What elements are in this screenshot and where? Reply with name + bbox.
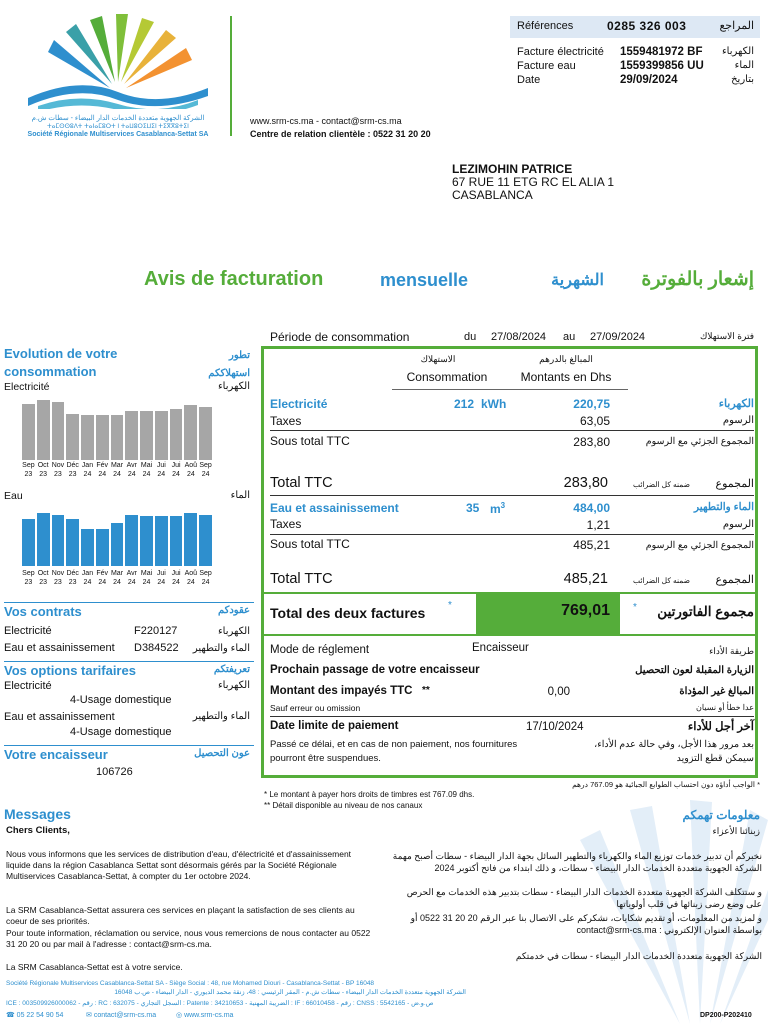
contract-elec-value: F220127 (134, 625, 178, 637)
contract-eau-value: D384522 (134, 642, 179, 654)
messages-greeting-arabic: زبنائنا الأعزاء (712, 826, 760, 836)
elec-chart-label: Electricité (4, 381, 50, 393)
evolution-ar-line1: تطور (229, 350, 250, 361)
evolution-ar-line2: استهلاككم (208, 368, 250, 379)
eau-bar (140, 516, 153, 566)
evolution-title-line1: Evolution de votre (4, 346, 118, 361)
mont-arabic: المبالغ بالدرهم (539, 354, 593, 364)
elec-bar (22, 404, 35, 460)
elec-label: Electricité (270, 397, 328, 411)
footer-line2: الشركة الجهوية متعددة الخدمات الدار البيضاء - سطات ش.م - المقر الرئيسي : 48، زنقة محمد الديوري - الدار البيضاء - ص.ب 16048 (114, 989, 466, 996)
elec-unit: kWh (481, 397, 507, 411)
option-eau-arabic: الماء والتطهير (192, 711, 250, 722)
elec-month-label: Déc 23 (66, 462, 79, 478)
option-eau-label: Eau et assainissement (4, 711, 115, 723)
periode-from: 27/08/2024 (491, 331, 547, 343)
elec-month-label: Jui 24 (171, 462, 181, 478)
relation-center: Centre de relation clientèle : 0522 31 20 20 (250, 129, 431, 139)
elec-month-label: Aoû 24 (184, 462, 198, 478)
eau-chart-arabic: الماء (230, 490, 250, 501)
limite-value: 17/10/2024 (526, 721, 584, 733)
footer-phone (6, 1011, 63, 1019)
facture-eau-arabic: الماء (734, 60, 754, 71)
client-address: 67 RUE 11 ETG RC EL ALIA 1 (452, 175, 615, 189)
eau-qty: 35 (466, 501, 480, 515)
contracts-title: Vos contrats (4, 604, 82, 619)
eau-bar (52, 515, 65, 566)
company-logo (12, 14, 224, 144)
elec-bar (170, 409, 183, 460)
facture-elec-label: Facture électricité (517, 46, 604, 58)
eau-month-label: Sep 23 (22, 570, 35, 586)
eau-month-label: Oct 23 (37, 570, 49, 586)
eau-month-label: Aoû 24 (184, 570, 198, 586)
elec-month-label: Fév 24 (96, 462, 109, 478)
grand-total-value: 769,01 (561, 602, 610, 619)
elec-bar (66, 414, 79, 460)
footer-line3: ICE : 003509926000062 - رقم : RC : 632075 - السجل التجاري : Patente : 34210653 - الضريبة المهنية : IF : 66010458 - رقم : CNSS : 5542165 - ص.و.ض (6, 1000, 434, 1007)
elec-total-line (270, 495, 754, 496)
eau-bar (155, 516, 168, 566)
impayes-arabic: المبالغ غير المؤداة (679, 686, 754, 697)
refs-values (620, 45, 704, 87)
date-label: Date (517, 74, 541, 86)
contracts-title-arabic: عقودكم (217, 605, 250, 616)
elec-bar (96, 415, 109, 460)
eau-unit-sup: 3 (500, 501, 506, 510)
evolution-title-line2: consommation (4, 364, 97, 379)
grand-total-label: Total des deux factures (270, 605, 426, 621)
facture-eau-label: Facture eau (517, 60, 576, 72)
elec-month-label: Mai 24 (140, 462, 153, 478)
contracts-values (134, 623, 179, 657)
note-timbre-arabic: * الواجب أداؤه دون احتساب الطوابع الجبائية هو 767.09 درهم (572, 780, 760, 789)
eau-sub-value: 485,21 (573, 538, 610, 552)
elec-month-label: Jan 24 (81, 462, 94, 478)
prochain-label: Prochain passage de votre encaisseur (270, 664, 480, 676)
evolution-title (4, 345, 117, 381)
eau-bar (22, 519, 35, 566)
elec-bar (184, 405, 197, 460)
contract-eau-label: Eau et assainissement (4, 642, 115, 654)
eau-month-label: Jui 24 (156, 570, 166, 586)
mode-value: Encaisseur (472, 642, 529, 654)
client-name: LEZIMOHIN PATRICE (452, 162, 573, 176)
company-name-tifinagh: ⵜⴰⵎⵙⵙⵓⴷⵜ ⵜⴰⵏⴰⵎⵓⵔⵜ ⵏ ⵜⴰⵡⵓⵔⵉⵡⵉⵏ ⵜⵉⴳⴳⵓⵜⵉⵏ (47, 124, 189, 130)
eau-bar (199, 515, 212, 566)
messages-greeting: Chers Clients, (6, 825, 70, 836)
elec-taxes-value: 63,05 (579, 414, 610, 428)
contracts-arabic (180, 623, 250, 657)
elec-month-label: Jui 24 (156, 462, 166, 478)
title-mensuelle: mensuelle (380, 270, 469, 290)
eau-total-value: 485,21 (563, 571, 608, 587)
title-avis: Avis de facturation (144, 268, 324, 290)
grand-total-arabic-star: * (633, 602, 637, 613)
eau-bar (66, 519, 79, 566)
eau-bar (111, 523, 124, 566)
footer-line1: Société Régionale Multiservices Casablanca-Settat SA - Siège Social : 48, rue Mohamed Diouri - Casablanca-Settat - BP 16048 (6, 980, 375, 987)
periode-label: Période de consommation (270, 330, 410, 344)
eau-taxes-value: 1,21 (586, 518, 610, 532)
company-name-french: Société Régionale Multiservices Casablanca-Settat SA (27, 131, 209, 138)
references-value: 0285 326 003 (607, 19, 687, 33)
periode-arabic: فترة الاستهلاك (699, 331, 754, 341)
eau-month-label: Mai 24 (140, 570, 153, 586)
footer-web-text[interactable]: www.srm-cs.ma (184, 1012, 234, 1019)
encaisseur-title-arabic: عون التحصيل (194, 748, 250, 759)
elec-taxes-label: Taxes (270, 414, 302, 428)
cons-header: Consommation (406, 370, 488, 384)
message-ar3: و لمزيد من المعلومات، أو تقديم شكايات، نشكركم على الاتصال بنا عبر الرقم 20 20 31 0522 أو بواسطة العنوان الإلكتروني : contact@srm-cs.ma (410, 913, 762, 935)
elec-total-arabic: المجموع (715, 478, 754, 490)
impayes-label: Montant des impayés TTC (270, 685, 413, 697)
elec-month-label: Oct 23 (37, 462, 49, 478)
options-top-line (4, 661, 254, 662)
elec-taxes-arabic: الرسوم (722, 415, 754, 426)
eau-chart-label: Eau (4, 490, 23, 502)
eau-month-label: Déc 23 (66, 570, 79, 586)
eau-month-label: Nov 23 (51, 570, 65, 586)
contracts-labels (4, 623, 115, 657)
title-monthly-arabic: الشهرية (551, 272, 604, 289)
elec-sub-value: 283,80 (573, 435, 610, 449)
eau-amount: 484,00 (573, 501, 610, 515)
limite-arabic: آخر أجل للأداء (687, 721, 754, 733)
logo-sunburst-icon (12, 14, 224, 109)
billing-table (261, 346, 758, 778)
date-value: 29/09/2024 (620, 74, 678, 86)
sauf-label: Sauf erreur ou omission (270, 703, 361, 713)
eau-month-label: Jan 24 (81, 570, 94, 586)
eau-sub-line (270, 534, 754, 535)
elec-month-label: Sep 24 (199, 462, 212, 478)
message-p1: Nous vous informons que les services de distribution d'eau, d'électricité et d'assainissement liquide dans la région Casablanca Settat sont désormais gérés par la Société Régionale Multiservices Casablanca-Settat, à compter du 1er octobre 2024. (6, 849, 352, 881)
elec-total-value: 283,80 (563, 475, 608, 491)
elec-bar (199, 407, 212, 460)
limite-label: Date limite de paiement (270, 720, 399, 732)
passe-text (270, 738, 517, 766)
title-notice-arabic: إشعار بالفوترة (641, 269, 754, 290)
message-p4: La SRM Casablanca-Settat est à votre service. (6, 962, 183, 972)
evolution-title-arabic (180, 347, 250, 383)
footer-mail-text[interactable]: contact@srm-cs.ma (93, 1012, 157, 1019)
refs-arabic (700, 45, 754, 87)
facture-eau-value: 1559399856 UU (620, 60, 704, 72)
elec-bar (37, 400, 50, 460)
facture-elec-value: 1559481972 BF (620, 46, 703, 58)
mode-label: Mode de réglement (270, 644, 370, 656)
elec-month-label: Nov 23 (51, 462, 65, 478)
globe-icon: ◎ (176, 1012, 185, 1019)
message-ar1: نخبركم أن تدبير خدمات توزيع الماء والكهرباء والتطهير السائل بجهة الدار البيضاء - سطات أصبح مهمة الشركة الجهوية متعددة الخدمات الدار البيضاء - سطات، و ذلك ابتداء من فاتح أكتوبر 2024 (392, 851, 762, 873)
elec-total-arabic-small: ضمنه كل الضرائب (633, 480, 690, 489)
header-divider (230, 16, 232, 136)
header-line (392, 389, 628, 390)
elec-arabic: الكهرباء (718, 398, 754, 410)
eau-arabic: الماء والتطهير (693, 501, 754, 513)
facture-elec-arabic: الكهرباء (721, 46, 754, 57)
references-label: Références (517, 20, 574, 32)
encaisseur-value: 106726 (96, 766, 133, 778)
passe-arabic (580, 738, 754, 766)
eau-taxes-label: Taxes (270, 517, 302, 531)
contract-elec-arabic: الكهرباء (217, 626, 250, 637)
elec-month-label: Avr 24 (126, 462, 137, 478)
elec-qty: 212 (454, 397, 475, 411)
eau-total-arabic-small: ضمنه كل الضرائب (633, 576, 690, 585)
elec-bar (125, 411, 138, 460)
prochain-arabic: الزيارة المقبلة لعون التحصيل (635, 665, 754, 676)
mode-arabic: طريقة الأداء (709, 646, 754, 656)
option-eau-value: 4-Usage domestique (70, 726, 172, 738)
encaisseur-title: Votre encaisseur (4, 747, 108, 762)
references-arabic: المراجع (719, 20, 754, 32)
eau-bar (184, 513, 197, 566)
eau-sub-label: Sous total TTC (270, 537, 350, 551)
eau-month-label: Fév 24 (96, 570, 109, 586)
elec-bar (111, 415, 124, 460)
eau-month-label: Avr 24 (126, 570, 137, 586)
grand-total-arabic: مجموع الفاتورتين (657, 604, 754, 619)
options-title-arabic: تعريفتكم (213, 664, 250, 675)
sauf-arabic: عدا خطأ أو نسيان (696, 703, 754, 712)
grand-total-star: * (448, 600, 452, 611)
encaisseur-top-line (4, 745, 254, 746)
message-p2: La SRM Casablanca-Settat assurera ces services en plaçant la satisfaction de ses clients au coeur de ses priorités. (6, 905, 355, 926)
eau-unit-text: m (490, 502, 501, 516)
eau-total-label: Total TTC (270, 571, 333, 587)
elec-month-label: Mar 24 (110, 462, 124, 478)
cons-arabic: الاستهلاك (420, 354, 456, 364)
elec-total-label: Total TTC (270, 475, 333, 491)
elec-sub-label: Sous total TTC (270, 434, 350, 448)
elec-sub-line (270, 430, 754, 431)
message-ar4: الشركة الجهوية متعددة الخدمات الدار البيضاء - سطات في خدمتكم (515, 951, 762, 961)
passe-line1: Passé ce délai, et en cas de non paiement, nos fournitures (270, 739, 518, 750)
phone-icon: ☎ (6, 1012, 17, 1019)
elec-bar (140, 411, 153, 460)
date-arabic: بتاريخ (731, 74, 754, 85)
client-block (452, 163, 614, 202)
periode-du: du (464, 331, 477, 343)
message-p3: Pour toute information, réclamation ou service, nous vous remercions de nous contacter au 0522 31 20 20 ou par mail à l'adresse : contact@srm-cs.ma. (6, 928, 371, 949)
eau-bar (37, 513, 50, 566)
elec-consumption-chart (22, 396, 212, 460)
elec-month-label: Sep 23 (22, 462, 35, 478)
eau-unit (490, 501, 505, 516)
footer-phone-text: 05 22 54 90 54 (16, 1012, 64, 1019)
footer-web[interactable] (176, 1011, 233, 1019)
footer-code: DP200-P202410 (700, 1012, 752, 1019)
periode-to: 27/09/2024 (590, 331, 646, 343)
eau-month-labels (22, 569, 212, 589)
grand-bottom-line (261, 634, 758, 636)
eau-month-label: Jui 24 (171, 570, 181, 586)
eau-label: Eau et assainissement (270, 501, 399, 515)
passe-ar-line2: سيمكن قطع التزويد (676, 753, 754, 764)
elec-amount: 220,75 (573, 397, 610, 411)
client-city: CASABLANCA (452, 188, 533, 202)
elec-sub-arabic: المجموع الجزئي مع الرسوم (645, 436, 754, 447)
contract-elec-label: Electricité (4, 625, 52, 637)
option-elec-value: 4-Usage domestique (70, 694, 172, 706)
contracts-top-line (4, 602, 254, 603)
web-contact: www.srm-cs.ma - contact@srm-cs.ma (250, 116, 402, 126)
impayes-star: ** (422, 685, 430, 696)
footer-mail[interactable] (86, 1011, 156, 1019)
mont-header: Montants en Dhs (520, 370, 612, 384)
eau-bar (125, 515, 138, 566)
eau-taxes-arabic: الرسوم (722, 519, 754, 530)
refs-labels (517, 45, 604, 87)
note-timbre: * Le montant à payer hors droits de timbres est 767.09 dhs. (264, 790, 475, 799)
contract-eau-arabic: الماء والتطهير (192, 643, 250, 654)
options-title: Vos options tarifaires (4, 663, 136, 678)
messages-title-arabic: معلومات تهمكم (682, 808, 760, 822)
impayes-value: 0,00 (547, 686, 570, 698)
company-name-arabic: الشركة الجهوية متعددة الخدمات الدار البيضاء - سطات ش.م (31, 115, 205, 122)
passe-ar-line1: بعد مرور هذا الأجل، وفي حالة عدم الأداء، (594, 739, 754, 750)
eau-sub-arabic: المجموع الجزئي مع الرسوم (645, 540, 754, 551)
eau-total-arabic: المجموع (715, 574, 754, 586)
periode-au: au (563, 331, 576, 343)
elec-month-labels (22, 461, 212, 481)
elec-bar (155, 411, 168, 460)
messages-title: Messages (4, 806, 71, 822)
elec-bar (81, 415, 94, 460)
elec-bar (52, 402, 65, 460)
eau-bar (170, 516, 183, 566)
eau-bar (96, 529, 109, 566)
message-ar2: و ستتكلف الشركة الجهوية متعددة الخدمات الدار البيضاء - سطات بتدبير هذه الخدمات مع الحرص على وضع رضى زبنائها في قلب أولوياتها (406, 887, 762, 909)
option-elec-arabic: الكهرباء (217, 680, 250, 691)
eau-consumption-chart (22, 502, 212, 566)
elec-chart-arabic: الكهرباء (217, 381, 250, 392)
option-elec-label: Electricité (4, 680, 52, 692)
eau-month-label: Sep 24 (199, 570, 212, 586)
note-detail: ** Détail disponible au niveau de nos canaux (264, 801, 423, 810)
limite-line (270, 716, 754, 717)
passe-line2: pourront être suspendues. (270, 753, 381, 764)
eau-bar (81, 529, 94, 566)
eau-month-label: Mar 24 (110, 570, 124, 586)
mail-icon: ✉ (86, 1012, 94, 1019)
